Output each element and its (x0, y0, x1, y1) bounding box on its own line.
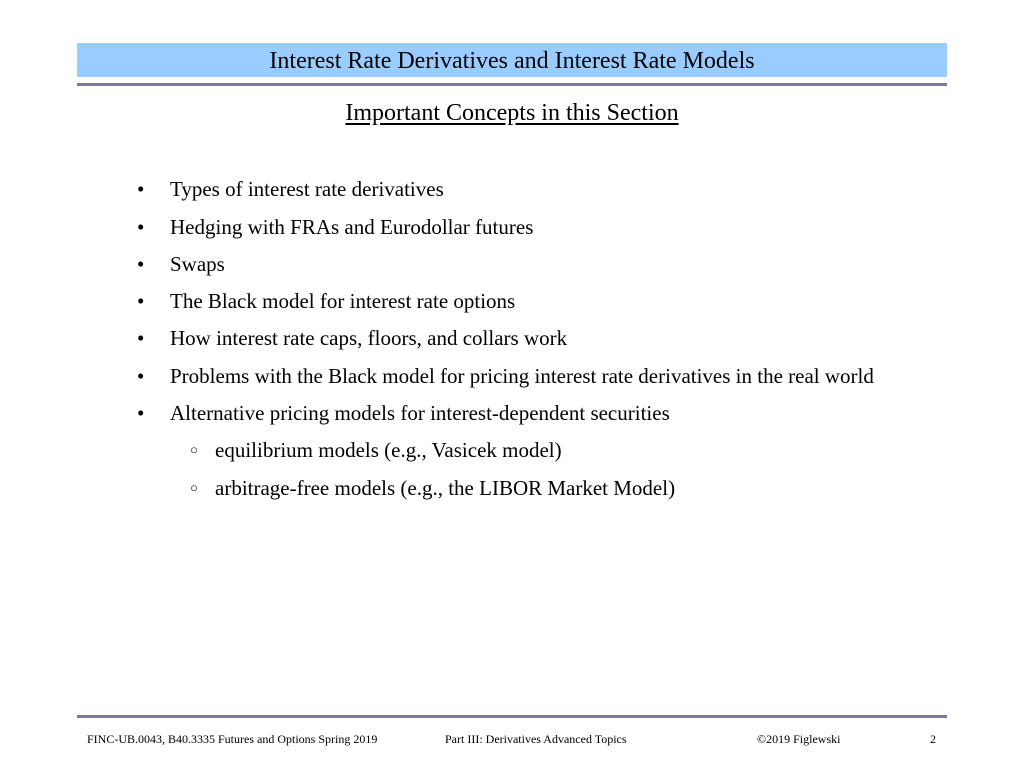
footer-course: FINC-UB.0043, B40.3335 Futures and Options Spring 2019 (87, 732, 378, 746)
bullet-text: Problems with the Black model for pricing interest rate derivatives in the real world (170, 364, 874, 388)
bullet-marker: • (137, 215, 145, 239)
header-divider (77, 83, 947, 86)
slide-title-band (77, 43, 947, 77)
bullet-marker: • (137, 326, 145, 350)
footer-copyright: ©2019 Figlewski (757, 732, 841, 746)
bullet-marker: • (137, 289, 145, 313)
bullet-text: The Black model for interest rate options (170, 289, 516, 313)
section-title: Important Concepts in this Section (345, 100, 679, 126)
bullet-text: Swaps (170, 252, 225, 276)
sub-bullet-marker: ○ (190, 480, 198, 495)
footer-part: Part III: Derivatives Advanced Topics (445, 732, 627, 746)
bullet-marker: • (137, 177, 145, 201)
bullet-marker: • (137, 364, 145, 388)
slide-title: Interest Rate Derivatives and Interest Rate Models (269, 48, 755, 74)
bullet-text: Alternative pricing models for interest-dependent securities (170, 401, 670, 425)
bullet-marker: • (137, 401, 145, 425)
bullet-text: Hedging with FRAs and Eurodollar futures (170, 215, 534, 239)
sub-bullet-text: arbitrage-free models (e.g., the LIBOR Market Model) (215, 476, 676, 500)
footer-divider (77, 715, 947, 718)
sub-bullet-marker: ○ (190, 442, 198, 457)
bullet-text: How interest rate caps, floors, and collars work (170, 326, 568, 350)
bullet-marker: • (137, 252, 145, 276)
sub-bullet-text: equilibrium models (e.g., Vasicek model) (215, 438, 562, 462)
bullet-text: Types of interest rate derivatives (170, 177, 444, 201)
page-number: 2 (930, 732, 936, 746)
